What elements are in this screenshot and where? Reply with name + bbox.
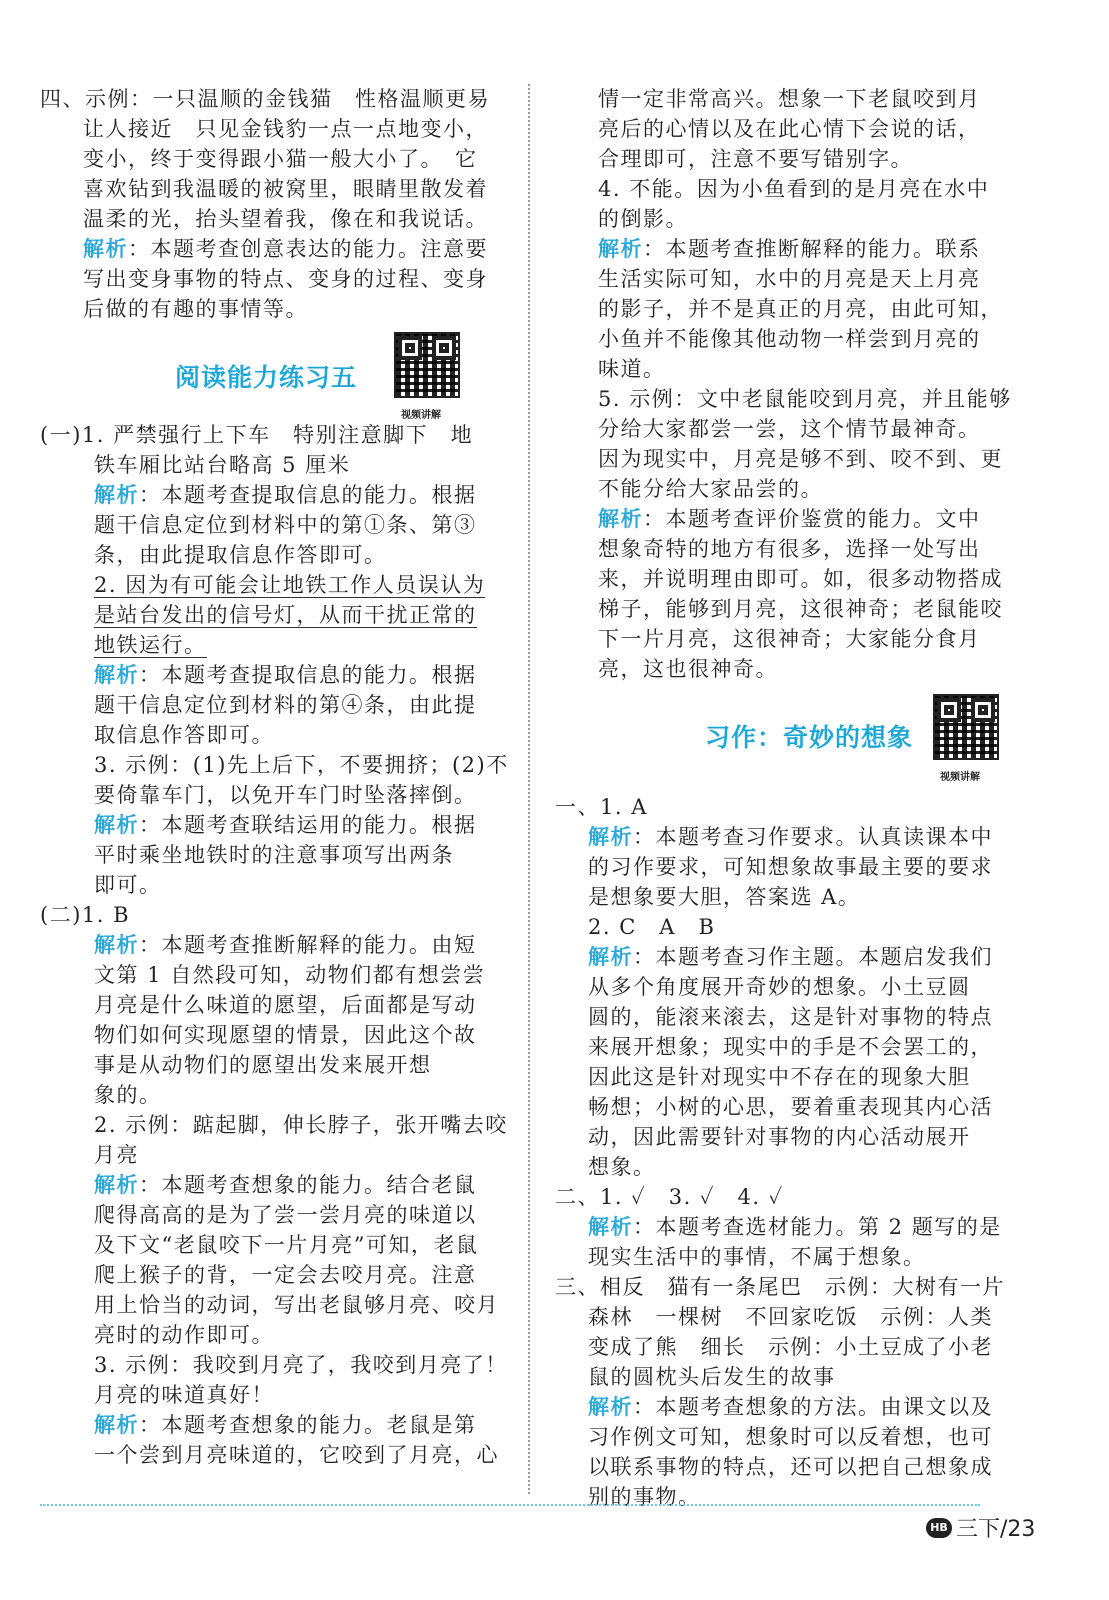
text-line: 条，由此提取信息作答即可。 — [94, 543, 387, 567]
analysis-line: 解析：本题考查提取信息的能力。根据 — [94, 663, 477, 687]
text-line: 爬上猴子的背，一定会去咬月亮。注意 — [94, 1263, 477, 1287]
text-line: 亮时的动作即可。 — [94, 1323, 274, 1347]
text-line: 即可。 — [94, 873, 162, 897]
text-line: 月亮是什么味道的愿望，后面都是写动 — [94, 993, 477, 1017]
text-line: 是站台发出的信号灯，从而干扰正常的 — [94, 603, 477, 627]
analysis-label: 解析 — [94, 933, 139, 957]
analysis-label: 解析 — [94, 813, 139, 837]
text-line: 亮后的心情以及在此心情下会说的话， — [598, 117, 981, 141]
analysis-line: 解析：本题考查习作主题。本题启发我们 — [588, 945, 993, 969]
analysis-line: 解析：本题考查习作要求。认真读课本中 — [588, 825, 993, 849]
analysis-label: 解析 — [588, 945, 633, 969]
analysis-label: 解析 — [588, 1395, 633, 1419]
text-line: 下一片月亮，这很神奇；大家能分食月 — [598, 627, 981, 651]
question-line: 2. 因为有可能会让地铁工作人员误认为 — [94, 573, 486, 597]
text-line: 温柔的光，抬头望着我，像在和我说话。 — [83, 207, 488, 231]
text-line: 的倒影。 — [598, 207, 688, 231]
section-title: 阅读能力练习五 — [175, 363, 358, 392]
analysis-line: 解析：本题考查联结运用的能力。根据 — [94, 813, 477, 837]
analysis-line: 解析：本题考查创意表达的能力。注意要 — [83, 237, 488, 261]
text-line: 梯子，能够到月亮，这很神奇；老鼠能咬 — [598, 597, 1003, 621]
text-line: 亮，这也很神奇。 — [598, 657, 778, 681]
text-line: 情一定非常高兴。想象一下老鼠咬到月 — [598, 87, 981, 111]
analysis-line: 解析：本题考查提取信息的能力。根据 — [94, 483, 477, 507]
analysis-label: 解析 — [94, 1173, 139, 1197]
page-number: 三下/23 — [956, 1517, 1036, 1542]
text-line: 因为现实中，月亮是够不到、咬不到、更 — [598, 447, 1003, 471]
left-column — [40, 84, 510, 1470]
text-line: 及下文“老鼠咬下一片月亮”可知，老鼠 — [94, 1233, 479, 1257]
text-line: 是想象要大胆，答案选 A。 — [588, 885, 861, 909]
question-line: (二)1. B — [40, 903, 131, 927]
text-line: 小鱼并不能像其他动物一样尝到月亮的 — [598, 327, 981, 351]
question-line: 4. 不能。因为小鱼看到的是月亮在水中 — [598, 177, 990, 201]
question-line: 2. C A B — [588, 915, 716, 939]
text-line: 文第 1 自然段可知，动物们都有想尝尝 — [94, 963, 486, 987]
question-line: 二、1. ✓ 3. ✓ 4. ✓ — [555, 1185, 784, 1209]
qr-code-icon[interactable] — [394, 332, 460, 398]
text-line: 别的事物。 — [588, 1485, 701, 1509]
analysis-line: 解析：本题考查想象的能力。老鼠是第 — [94, 1413, 477, 1437]
text-line: 取信息作答即可。 — [94, 723, 274, 747]
text-line: 题干信息定位到材料中的第①条、第③ — [94, 513, 477, 537]
analysis-line: 解析：本题考查想象的方法。由课文以及 — [588, 1395, 993, 1419]
analysis-line: 解析：本题考查选材能力。第 2 题写的是 — [588, 1215, 1002, 1239]
text-line: 畅想；小树的心思，要着重表现其内心活 — [588, 1095, 993, 1119]
analysis-label: 解析 — [598, 237, 643, 261]
question-line: 2. 示例：踮起脚，伸长脖子，张开嘴去咬 — [94, 1113, 508, 1137]
qr-caption: 视频讲解 — [401, 410, 441, 421]
text-line: 要倚靠车门，以免开车门时坠落摔倒。 — [94, 783, 477, 807]
question-line: 三、相反 猫有一条尾巴 示例：大树有一片 — [555, 1275, 1005, 1299]
text-line: 让人接近 只见金钱豹一点一点地变小， — [83, 117, 488, 141]
question-line: 3. 示例：(1)先上后下，不要拥挤；(2)不 — [94, 753, 509, 777]
text-line: 地铁运行。 — [94, 633, 207, 657]
text-line: 现实生活中的事情，不属于想象。 — [588, 1245, 926, 1269]
qr-caption: 视频讲解 — [940, 772, 980, 783]
section-header-reading — [40, 324, 510, 420]
text-line: 爬得高高的是为了尝一尝月亮的味道以 — [94, 1203, 477, 1227]
text-line: 鼠的圆枕头后发生的故事 — [588, 1365, 836, 1389]
text-line: 一个尝到月亮味道的，它咬到了月亮，心 — [94, 1443, 499, 1467]
text-line: 想象。 — [588, 1155, 656, 1179]
text-line: 的影子，并不是真正的月亮，由此可知， — [598, 297, 1003, 321]
text-line: 平时乘坐地铁时的注意事项写出两条 — [94, 843, 454, 867]
writing-answers — [555, 792, 1030, 1512]
text-line: 分给大家都尝一尝，这个情节最神奇。 — [598, 417, 981, 441]
text-line: 题干信息定位到材料的第④条，由此提 — [94, 693, 477, 717]
text-line: 森林 一棵树 不回家吃饭 示例：人类 — [588, 1305, 993, 1329]
watermark-logo — [1000, 1505, 1100, 1595]
question-line: 5. 示例：文中老鼠能咬到月亮，并且能够 — [598, 387, 1012, 411]
section-header-writing — [555, 684, 1030, 792]
text-line: 想象奇特的地方有很多，选择一处写出 — [598, 537, 981, 561]
continued-analysis — [555, 84, 1030, 684]
text-line: 象的。 — [94, 1083, 162, 1107]
question-line: 一、1. A — [555, 795, 648, 819]
text-line: 因此这是针对现实中不存在的现象大胆 — [588, 1065, 971, 1089]
analysis-label: 解析 — [94, 1413, 139, 1437]
analysis-label: 解析 — [588, 1215, 633, 1239]
text-line: 月亮的味道真好！ — [94, 1383, 274, 1407]
analysis-label: 解析 — [598, 507, 643, 531]
text-line: 事是从动物们的愿望出发来展开想 — [94, 1053, 432, 1077]
text-line: 物们如何实现愿望的情景，因此这个故 — [94, 1023, 477, 1047]
column-divider — [528, 84, 530, 1494]
text-line: 变小，终于变得跟小猫一般大小了。 它 — [83, 147, 478, 171]
reading-group-2 — [40, 900, 510, 1470]
text-line: 味道。 — [598, 357, 666, 381]
text-line: 动，因此需要针对事物的内心活动展开 — [588, 1125, 971, 1149]
question-line: 3. 示例：我咬到月亮了，我咬到月亮了！ — [94, 1353, 508, 1377]
text-line: 铁车厢比站台略高 5 厘米 — [94, 453, 351, 477]
qr-code-icon[interactable] — [933, 694, 999, 760]
question-line: (一)1. 严禁强行上下车 特别注意脚下 地 — [40, 423, 474, 447]
text-line: 后做的有趣的事情等。 — [83, 297, 308, 321]
analysis-line: 解析：本题考查推断解释的能力。联系 — [598, 237, 981, 261]
right-column — [555, 84, 1030, 1512]
analysis-line: 解析：本题考查评价鉴赏的能力。文中 — [598, 507, 981, 531]
analysis-line: 解析：本题考查想象的能力。结合老鼠 — [94, 1173, 477, 1197]
text-line: 月亮 — [94, 1143, 139, 1167]
bottom-rule — [40, 1504, 980, 1506]
text-line: 圆的，能滚来滚去，这是针对事物的特点 — [588, 1005, 993, 1029]
analysis-line: 解析：本题考查推断解释的能力。由短 — [94, 933, 477, 957]
edition-badge: HB — [926, 1518, 952, 1538]
text-line: 从多个角度展开奇妙的想象。小土豆圆 — [588, 975, 971, 999]
text-line: 生活实际可知，水中的月亮是天上月亮 — [598, 267, 981, 291]
section-title: 习作：奇妙的想象 — [705, 723, 914, 752]
text-line: 来展开想象；现实中的手是不会罢工的， — [588, 1035, 993, 1059]
text-line: 变成了熊 细长 示例：小土豆成了小老 — [588, 1335, 993, 1359]
answer-section-4 — [40, 84, 510, 324]
text-line: 习作例文可知，想象时可以反着想，也可 — [588, 1425, 993, 1449]
text-line: 来，并说明理由即可。如，很多动物搭成 — [598, 567, 1003, 591]
analysis-label: 解析 — [94, 483, 139, 507]
text-line: 用上恰当的动词，写出老鼠够月亮、咬月 — [94, 1293, 499, 1317]
text-line: 合理即可，注意不要写错别字。 — [598, 147, 913, 171]
analysis-label: 解析 — [94, 663, 139, 687]
analysis-label: 解析 — [83, 237, 128, 261]
text-line: 不能分给大家品尝的。 — [598, 477, 823, 501]
reading-group-1 — [40, 420, 510, 900]
text-line: 写出变身事物的特点、变身的过程、变身 — [83, 267, 488, 291]
text-line: 四、示例：一只温顺的金钱猫 性格温顺更易 — [40, 87, 490, 111]
analysis-label: 解析 — [588, 825, 633, 849]
text-line: 以联系事物的特点，还可以把自己想象成 — [588, 1455, 993, 1479]
text-line: 喜欢钻到我温暖的被窝里，眼睛里散发着 — [83, 177, 488, 201]
text-line: 的习作要求，可知想象故事最主要的要求 — [588, 855, 993, 879]
